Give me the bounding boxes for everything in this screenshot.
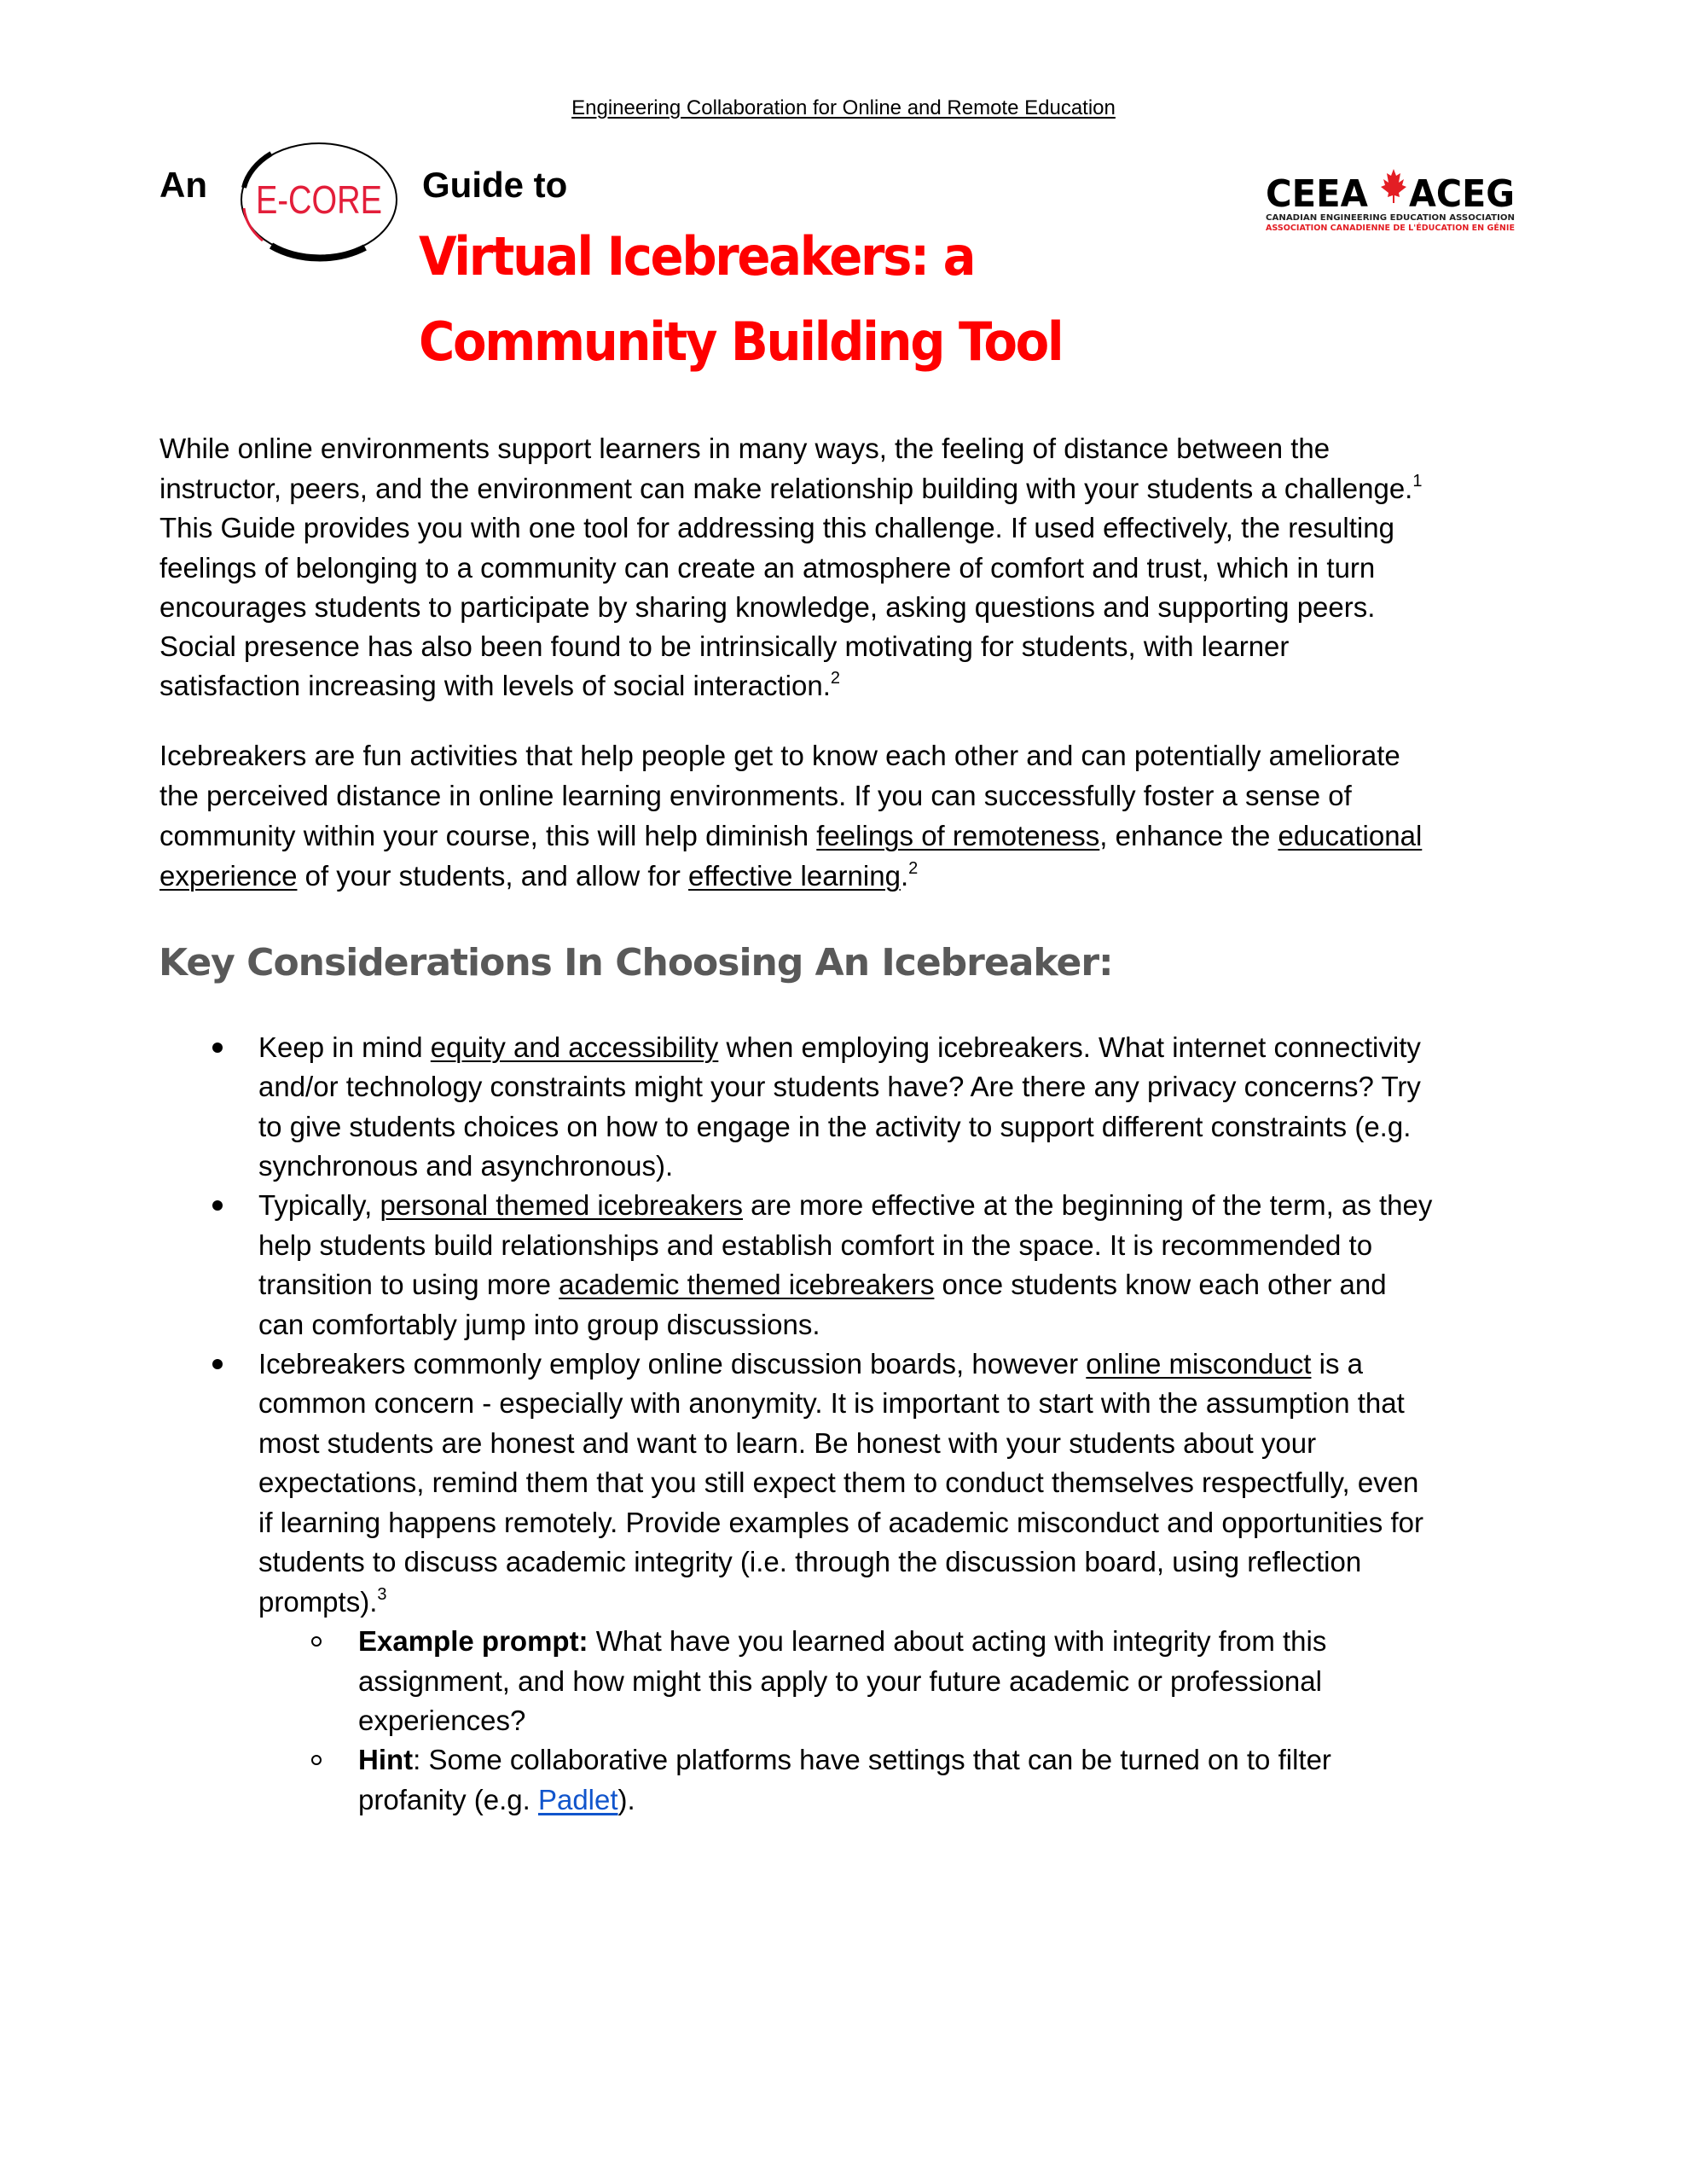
- list-line: assignment, and how might this apply to your future academic or professional: [358, 1665, 1322, 1697]
- masthead-prefix: An: [159, 165, 207, 205]
- para-line: the perceived distance in online learning environments. If you can successfully foster a sense of: [159, 780, 1352, 811]
- list-line: expectations, remind them that you still expect them to conduct themselves respectfully, even: [258, 1467, 1419, 1498]
- link-effective-learning[interactable]: effective learning: [688, 860, 901, 892]
- svg-text:CANADIAN ENGINEERING EDUCATION: CANADIAN ENGINEERING EDUCATION ASSOCIATION: [1266, 213, 1516, 223]
- intro-line: This Guide provides you with one tool for addressing this challenge. If used effectively, the resulting: [159, 512, 1394, 543]
- list-line: Example prompt: What have you learned about acting with integrity from this: [358, 1625, 1327, 1657]
- bullet-circle-icon: [311, 1636, 322, 1647]
- list-line: help students build relationships and establish comfort in the space. It is recommended to: [258, 1229, 1373, 1261]
- list-line: most students are honest and want to learn. Be honest with your students about your: [258, 1427, 1317, 1459]
- bullet-circle-icon: [311, 1755, 322, 1765]
- footnote-ref[interactable]: 1: [1412, 472, 1423, 491]
- para-line: experience of your students, and allow for effective learning.$^2$: [159, 859, 919, 892]
- page-title-line-2: Community Building Tool: [419, 311, 1063, 373]
- list-line: Hint: Some collaborative platforms have settings that can be turned on to filter: [358, 1744, 1331, 1775]
- bullet-dot-icon: [212, 1043, 223, 1053]
- running-header: Engineering Collaboration for Online and Remote Education: [571, 96, 1116, 119]
- link-personal-themed-icebreakers[interactable]: personal themed icebreakers: [380, 1189, 744, 1221]
- svg-text:CEEA: CEEA: [1266, 172, 1368, 216]
- ceea-logo-graphic: [1262, 154, 1518, 239]
- masthead-suffix: Guide to: [422, 165, 568, 205]
- list-line: transition to using more academic themed icebreakers once students know each other and: [258, 1269, 1387, 1300]
- list-line: common concern - especially with anonymity. It is important to start with the assumption that: [258, 1387, 1405, 1419]
- bullet-dot-icon: [212, 1359, 223, 1369]
- link-academic-themed-icebreakers[interactable]: academic themed icebreakers: [559, 1269, 935, 1300]
- intro-line: Social presence has also been found to be intrinsically motivating for students, with learner: [159, 630, 1290, 662]
- list-line: experiences?: [358, 1705, 526, 1736]
- intro-line: satisfaction increasing with levels of social interaction.$^2$: [159, 669, 841, 701]
- link-equity-accessibility[interactable]: equity and accessibility: [430, 1031, 719, 1063]
- list-line: students to discuss academic integrity (i.e. through the discussion board, using reflection: [258, 1546, 1362, 1577]
- svg-text:ASSOCIATION CANADIENNE DE L'ÉD: ASSOCIATION CANADIENNE DE L'ÉDUCATION EN GÉNIE: [1266, 224, 1514, 233]
- intro-line: encourages students to participate by sharing knowledge, asking questions and supporting peers.: [159, 591, 1376, 623]
- list-line: Icebreakers commonly employ online discussion boards, however online misconduct is a: [258, 1348, 1363, 1380]
- footnote-ref[interactable]: 2: [908, 859, 919, 878]
- link-feelings-of-remoteness[interactable]: feelings of remoteness: [816, 820, 1100, 851]
- footnote-ref[interactable]: 3: [377, 1585, 387, 1604]
- e-core-logo-icon: [237, 136, 401, 263]
- link-educational-experience[interactable]: experience: [159, 860, 298, 892]
- list-line: synchronous and asynchronous).: [258, 1150, 674, 1182]
- link-online-misconduct[interactable]: online misconduct: [1086, 1348, 1312, 1380]
- e-core-logo: [237, 136, 401, 263]
- svg-text:E-CORE: E-CORE: [256, 177, 382, 222]
- list-line: and/or technology constraints might your students have? Are there any privacy concerns? Try: [258, 1071, 1421, 1102]
- intro-line: While online environments support learners in many ways, the feeling of distance between the: [159, 433, 1330, 464]
- ceea-aceg-logo: [1262, 154, 1518, 239]
- padlet-link[interactable]: Padlet: [537, 1784, 618, 1815]
- list-line: can comfortably jump into group discussions.: [258, 1309, 820, 1340]
- para-line: community within your course, this will help diminish feelings of remoteness, enhance the educational: [159, 820, 1423, 851]
- page-title-line-1: Virtual Icebreakers: a: [419, 225, 975, 288]
- list-line: profanity (e.g. Padlet).: [358, 1784, 635, 1815]
- list-line: to give students choices on how to engage in the activity to support different constraints (e.g.: [258, 1111, 1412, 1142]
- para-line: Icebreakers are fun activities that help people get to know each other and can potentially ameliorate: [159, 740, 1400, 771]
- list-line: Keep in mind equity and accessibility when employing icebreakers. What internet connectivity: [258, 1031, 1421, 1063]
- footnote-ref[interactable]: 2: [830, 669, 841, 688]
- list-line: if learning happens remotely. Provide examples of academic misconduct and opportunities for: [258, 1507, 1423, 1538]
- intro-line: feelings of belonging to a community can create an atmosphere of comfort and trust, which in turn: [159, 552, 1376, 584]
- list-line: prompts).$^3$: [258, 1585, 387, 1618]
- maple-leaf-icon: [1381, 169, 1406, 203]
- svg-text:ACEG: ACEG: [1409, 172, 1515, 216]
- list-line: Typically, personal themed icebreakers are more effective at the beginning of the term, as they: [258, 1189, 1433, 1221]
- section-heading: Key Considerations In Choosing An Icebreaker:: [159, 941, 1113, 985]
- bullet-dot-icon: [212, 1200, 223, 1211]
- intro-line: instructor, peers, and the environment can make relationship building with your students a challenge.$^1$: [159, 472, 1423, 504]
- link-educational-experience[interactable]: educational: [1278, 820, 1423, 851]
